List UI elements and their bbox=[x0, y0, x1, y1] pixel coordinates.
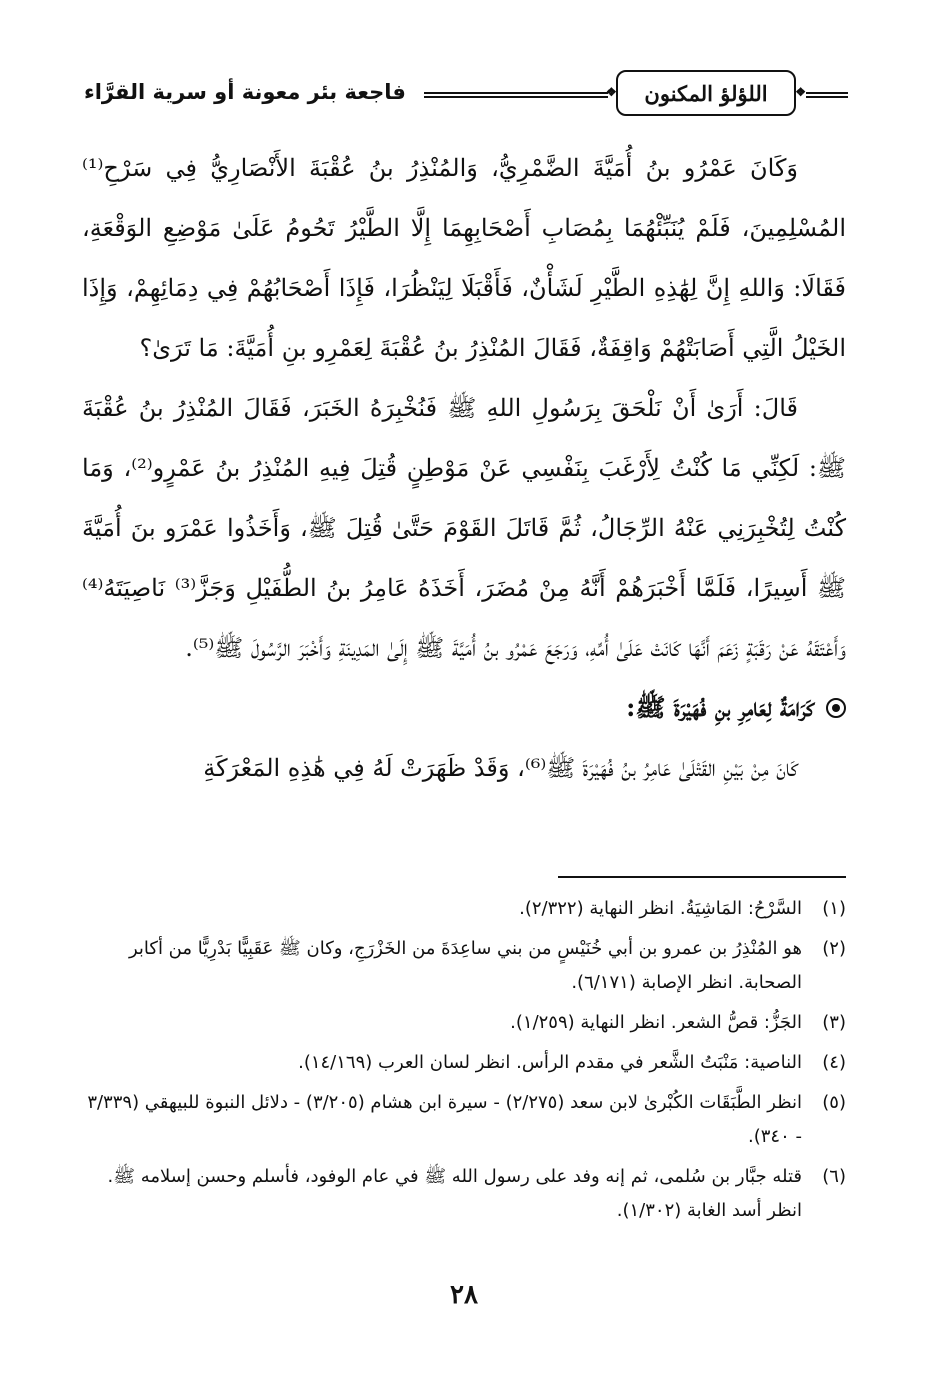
page-header bbox=[80, 64, 848, 124]
footnote bbox=[82, 1046, 846, 1080]
footnote-separator bbox=[558, 876, 846, 878]
header-rule-right bbox=[806, 92, 848, 98]
footnote-number: (٣) bbox=[822, 1012, 846, 1033]
bullet-icon bbox=[826, 698, 846, 718]
paragraph: وَكَانَ عَمْرُو بنُ أُمَيَّةَ الضَّمْرِيُّ، وَالمُنْذِرُ بنُ عُقْبَةَ الأَنْصَارِيُّ فِي سَرْحِ⁽¹⁾ المُسْلِمِينَ، فَلَمْ يُنَبِّئْهُمَا بِمُصَابِ أَصْحَابِهِمَا إِلَّا الطَّيْرُ تَحُومُ عَلَىٰ مَوْضِعِ الوَقْعَةِ، فَقَالَا: وَاللهِ إِنَّ لِهَٰذِهِ الطَّيْرِ لَشَأْنٌ، فَأَقْبَلَا لِيَنْظُرَا، فَإِذَا أَصْحَابُهُمْ فِي دِمَائِهِمْ، وَإِذَا الخَيْلُ الَّتِي أَصَابَتْهُمْ وَاقِفَةٌ، فَقَالَ المُنْذِرُ بنُ عُقْبَةَ لِعَمْرِو بنِ أُمَيَّةَ: مَا تَرَىٰ؟ bbox=[82, 154, 846, 362]
footnote bbox=[82, 892, 846, 926]
footnote-number: (١) bbox=[822, 898, 846, 919]
header-rule-middle bbox=[424, 92, 608, 98]
main-text bbox=[82, 138, 846, 798]
footnote-text: الجَزُّ: قصُّ الشعر. انظر النهاية (١/٢٥٩). bbox=[510, 1012, 802, 1033]
footnote-number: (٥) bbox=[822, 1092, 846, 1113]
footnote bbox=[82, 1006, 846, 1040]
footnote-number: (٤) bbox=[822, 1052, 846, 1073]
footnote bbox=[82, 1160, 846, 1228]
footnote-text: هو المُنْذِرُ بن عمرو بن أبي خُنَيْسٍ من بني ساعِدَةَ من الخَزْرَجِ، وكان ﷺ عَقَبِيًّا بَدْرِيًّا من أكابر الصحابة. انظر الإصابة (٦/١٧١). bbox=[128, 938, 802, 993]
ornament-icon: ❖ bbox=[795, 85, 806, 99]
ornament-icon: ❖ bbox=[606, 85, 617, 99]
footnote-text: انظر الطَّبَقَات الكُبْرىٰ لابن سعد (٢/٢٧٥) - سيرة ابن هشام (٣/٢٠٥) - دلائل النبوة للبيهقي (٣/٣٣٩ - ٣٤٠). bbox=[87, 1092, 802, 1147]
book-title: اللؤلؤ المكنون bbox=[644, 80, 768, 106]
footnote-number: (٢) bbox=[822, 938, 846, 959]
chapter-title: فاجعة بئر معونة أو سرية القرَّاء bbox=[84, 80, 406, 104]
page-number: ٢٨ bbox=[450, 1280, 478, 1310]
footnote-text: قتله جبَّار بن سُلمى، ثم إنه وفد على رسول الله ﷺ في عام الوفود، فأسلم وحسن إسلامه ﷺ. انظر أسد الغابة (١/٣٠٢). bbox=[107, 1166, 802, 1221]
section-heading-text: كَرَامَةٌ لِعَامِرِ بنِ فُهَيْرَةَ ﷺ: bbox=[626, 693, 814, 722]
footnote-text: السَّرْحُ: المَاشِيَةُ. انظر النهاية (٢/٣٢٢). bbox=[519, 898, 802, 919]
footnote-text: الناصية: مَنْبَتُ الشَّعر في مقدم الرأس. انظر لسان العرب (١٤/١٦٩). bbox=[298, 1052, 802, 1073]
footnote-number: (٦) bbox=[822, 1166, 846, 1187]
footnotes bbox=[82, 892, 846, 1234]
paragraph: قَالَ: أَرَىٰ أَنْ نَلْحَقَ بِرَسُولِ اللهِ ﷺ فَنُخْبِرَهُ الخَبَرَ، فَقَالَ المُنْذِرُ بنُ عُقْبَةَ ﷺ: لَكِنِّي مَا كُنْتُ لِأَرْغَبَ بِنَفْسِي عَنْ مَوْطِنٍ قُتِلَ فِيهِ المُنْذِرُ بنُ عَمْرٍو⁽²⁾، وَمَا كُنْتُ لِتُخْبِرَنِي عَنْهُ الرِّجَالُ، ثُمَّ قَاتَلَ القَوْمَ حَتَّىٰ قُتِلَ ﷺ، وَأَخَذُوا عَمْرَو بنَ أُمَيَّةَ ﷺ أَسِيرًا، فَلَمَّا أَخْبَرَهُمْ أَنَّهُ مِنْ مُضَرَ، أَخَذَهُ عَامِرُ بنُ الطُّفَيْلِ وَجَزَّ⁽³⁾ نَاصِيَتَهُ⁽⁴⁾ وَأَعْتَقَهُ عَنْ رَقَبَةٍ زَعَمَ أَنَّهَا كَانَتْ عَلَىٰ أُمِّهِ، وَرَجَعَ عَمْرُو بنُ أُمَيَّةَ ﷺ إِلَىٰ المَدِينَةِ وَأَخْبَرَ الرَّسُولَ ﷺ⁽⁵⁾. bbox=[82, 394, 847, 662]
book-title-frame bbox=[606, 70, 806, 116]
paragraph: كَانَ مِنْ بَيْنِ القَتْلَىٰ عَامِرُ بنُ فُهَيْرَةَ ﷺ⁽⁶⁾، وَقَدْ ظَهَرَتْ لَهُ فِي هَٰذِهِ المَعْرَكَةِ bbox=[203, 754, 798, 782]
footnote bbox=[82, 1086, 846, 1154]
section-heading bbox=[82, 678, 846, 738]
footnote bbox=[82, 932, 846, 1000]
